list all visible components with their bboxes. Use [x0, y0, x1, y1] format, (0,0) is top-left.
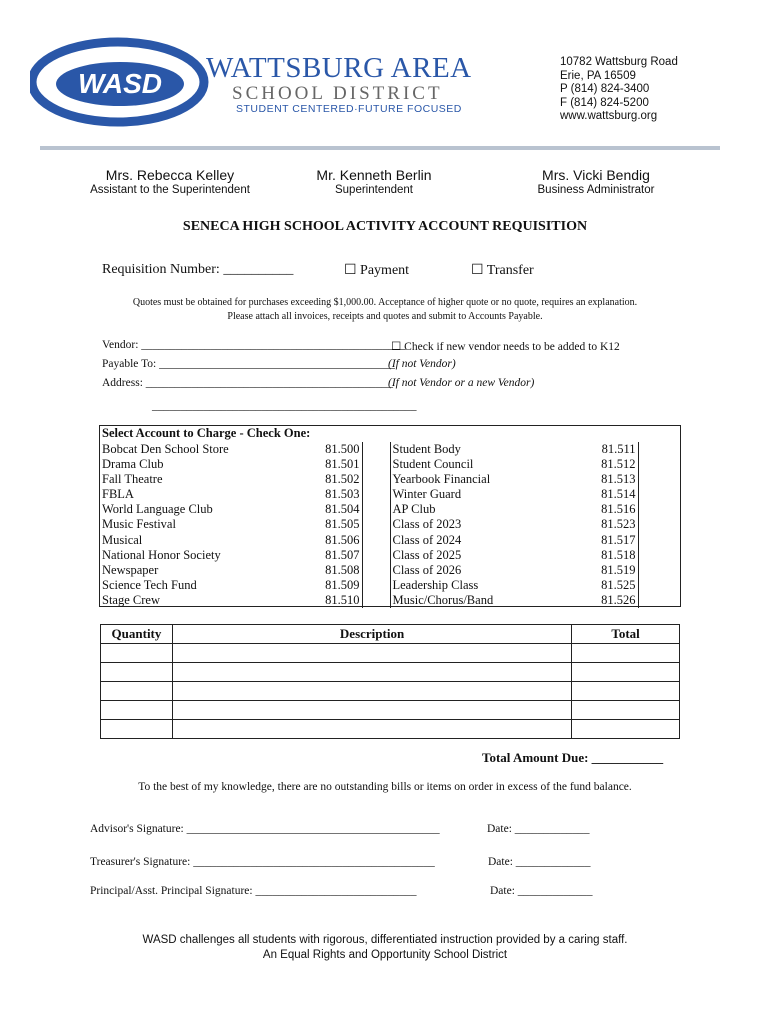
account-row — [100, 457, 680, 472]
staff-name: Mrs. Rebecca Kelley — [105, 167, 235, 183]
phone: P (814) 824-3400 — [560, 83, 650, 95]
quantity-cell[interactable] — [101, 701, 173, 720]
account-name: Yearbook Financial — [392, 472, 491, 487]
account-code: 81.526 — [601, 592, 636, 607]
account-checkbox[interactable] — [638, 563, 680, 578]
account-code: 81.517 — [601, 532, 636, 547]
account-checkbox[interactable] — [638, 578, 680, 593]
knowledge-statement: To the best of my knowledge, there are no outstanding bills or items on order in excess of the fund balance. — [138, 781, 632, 793]
transfer-checkbox[interactable]: ☐ Transfer — [471, 263, 534, 278]
account-code: 81.507 — [325, 547, 360, 562]
account-name: Drama Club — [102, 457, 164, 472]
principal-signature-field[interactable]: Principal/Asst. Principal Signature: ____________________________ — [90, 885, 417, 897]
vendor-field[interactable]: Vendor: ______________________________________________ — [102, 339, 406, 351]
account-code: 81.503 — [325, 487, 360, 502]
footer-equal-rights: An Equal Rights and Opportunity School District — [262, 949, 508, 961]
footer-mission: WASD challenges all students with rigorous, differentiated instruction provided by a caring staff. — [142, 934, 628, 946]
account-name: National Honor Society — [102, 547, 221, 562]
total-cell[interactable] — [572, 644, 680, 663]
account-code: 81.506 — [325, 532, 360, 547]
quantity-cell[interactable] — [101, 682, 173, 701]
account-name: World Language Club — [102, 502, 213, 517]
staff-title: Superintendent — [334, 184, 413, 196]
description-cell[interactable] — [172, 720, 571, 739]
account-name: Leadership Class — [392, 577, 479, 592]
account-code: 81.510 — [325, 592, 360, 607]
quantity-cell[interactable] — [101, 663, 173, 682]
payment-checkbox[interactable]: ☐ Payment — [344, 263, 410, 278]
address-line: Erie, PA 16509 — [560, 69, 636, 82]
quantity-header: Quantity — [101, 625, 173, 644]
account-name: Stage Crew — [102, 592, 160, 607]
account-checkbox[interactable] — [638, 472, 680, 487]
item-row — [101, 720, 680, 739]
account-name: Newspaper — [102, 562, 159, 577]
account-checkbox[interactable] — [638, 548, 680, 563]
account-name: Class of 2026 — [392, 562, 462, 577]
account-checkbox[interactable] — [638, 533, 680, 548]
account-code: 81.516 — [601, 502, 636, 517]
logo-wasd-text: WASD — [78, 68, 162, 99]
fax: F (814) 824-5200 — [560, 96, 649, 109]
treasurer-date-field[interactable]: Date: _____________ — [488, 856, 591, 868]
staff-title: Business Administrator — [537, 184, 655, 196]
total-cell[interactable] — [572, 682, 680, 701]
account-checkbox[interactable] — [362, 548, 390, 563]
account-code: 81.505 — [325, 517, 360, 532]
requisition-number-field[interactable]: Requisition Number: __________ — [102, 262, 294, 277]
account-checkbox[interactable] — [638, 502, 680, 517]
principal-date-field[interactable]: Date: _____________ — [490, 885, 593, 897]
description-cell[interactable] — [172, 644, 571, 663]
total-cell[interactable] — [572, 701, 680, 720]
total-header: Total — [572, 625, 680, 644]
advisor-date-field[interactable]: Date: _____________ — [487, 823, 590, 835]
account-code: 81.511 — [601, 442, 636, 456]
staff-title: Assistant to the Superintendent — [90, 184, 250, 196]
account-checkbox[interactable] — [638, 442, 680, 457]
description-cell[interactable] — [172, 663, 571, 682]
accounts-header: Select Account to Charge - Check One: — [102, 426, 311, 440]
account-code: 81.500 — [325, 442, 360, 456]
description-header: Description — [172, 625, 571, 644]
account-checkbox[interactable] — [362, 578, 390, 593]
account-code: 81.504 — [325, 502, 360, 517]
account-code: 81.513 — [601, 472, 636, 487]
payable-note: (If not Vendor) — [388, 358, 456, 370]
staff-berlin — [274, 167, 474, 196]
account-checkbox[interactable] — [362, 502, 390, 517]
account-row — [100, 533, 680, 548]
account-name: Music Festival — [102, 517, 176, 532]
staff-name: Mr. Kenneth Berlin — [316, 167, 432, 183]
item-row — [101, 663, 680, 682]
district-tagline: STUDENT CENTERED·FUTURE FOCUSED — [236, 103, 462, 115]
account-name: Music/Chorus/Band — [392, 592, 494, 607]
quantity-cell[interactable] — [101, 720, 173, 739]
attach-note: Please attach all invoices, receipts and quotes and submit to Accounts Payable. — [227, 311, 543, 322]
account-code: 81.502 — [325, 472, 360, 487]
address-line-2-field[interactable]: ______________________________________________ — [152, 400, 417, 412]
account-checkbox[interactable] — [362, 487, 390, 502]
header-divider — [40, 146, 720, 150]
account-name: Class of 2024 — [392, 532, 462, 547]
account-name: Fall Theatre — [102, 472, 163, 487]
address-line: 10782 Wattsburg Road — [560, 56, 678, 68]
total-cell[interactable] — [572, 720, 680, 739]
website-link[interactable]: www.wattsburg.org — [560, 110, 658, 122]
total-amount-due-field[interactable]: Total Amount Due: ___________ — [482, 750, 664, 765]
account-code: 81.518 — [601, 547, 636, 562]
account-row — [100, 517, 680, 532]
account-checkbox[interactable] — [638, 593, 680, 608]
account-code: 81.501 — [325, 457, 360, 472]
account-code: 81.512 — [601, 457, 636, 472]
account-name: Science Tech Fund — [102, 577, 197, 592]
account-checkbox[interactable] — [362, 533, 390, 548]
address-field[interactable]: Address: ___________________________________________ — [102, 377, 394, 389]
district-address — [560, 56, 678, 124]
description-cell[interactable] — [172, 701, 571, 720]
address-note: (If not Vendor or a new Vendor) — [388, 377, 535, 389]
account-row — [100, 563, 680, 578]
account-row — [100, 442, 680, 457]
advisor-signature-field[interactable]: Advisor's Signature: ____________________________________________ — [90, 823, 440, 835]
account-row — [100, 487, 680, 502]
account-name: Class of 2025 — [392, 547, 462, 562]
staff-kelley — [70, 167, 270, 196]
item-row — [101, 701, 680, 720]
account-checkbox[interactable] — [362, 457, 390, 472]
account-name: Class of 2023 — [392, 517, 462, 532]
account-name: Student Council — [392, 457, 474, 472]
account-name: Winter Guard — [392, 487, 462, 502]
description-cell[interactable] — [172, 682, 571, 701]
account-code: 81.525 — [601, 577, 636, 592]
account-row — [100, 548, 680, 563]
payable-to-field[interactable]: Payable To: _________________________________________ — [102, 358, 395, 370]
account-checkbox[interactable] — [362, 563, 390, 578]
accounts-table — [100, 442, 680, 608]
account-name: Musical — [102, 532, 143, 547]
district-name-1: WATTSBURG AREA — [206, 52, 472, 84]
items-table — [100, 624, 680, 739]
account-checkbox[interactable] — [638, 457, 680, 472]
account-row — [100, 578, 680, 593]
quote-note: Quotes must be obtained for purchases exceeding $1,000.00. Acceptance of higher quote or no quote, requires an explanation. — [132, 297, 638, 308]
account-row — [100, 502, 680, 517]
account-row — [100, 472, 680, 487]
account-checkbox[interactable] — [362, 593, 390, 608]
items-header-row — [101, 625, 680, 644]
total-cell[interactable] — [572, 663, 680, 682]
staff-bendig — [496, 167, 696, 196]
account-checkbox[interactable] — [638, 487, 680, 502]
account-code: 81.514 — [601, 487, 636, 502]
account-checkbox[interactable] — [362, 442, 390, 457]
treasurer-signature-field[interactable]: Treasurer's Signature: __________________________________________ — [90, 856, 435, 868]
account-row — [100, 593, 680, 608]
item-row — [101, 644, 680, 663]
account-code: 81.508 — [325, 562, 360, 577]
staff-name: Mrs. Vicki Bendig — [542, 167, 650, 183]
account-code: 81.523 — [601, 517, 636, 532]
account-checkbox[interactable] — [638, 517, 680, 532]
account-code: 81.519 — [601, 562, 636, 577]
account-name: FBLA — [102, 487, 134, 502]
account-name: Bobcat Den School Store — [102, 442, 229, 456]
account-name: Student Body — [392, 442, 461, 456]
district-name-2: SCHOOL DISTRICT — [232, 83, 443, 104]
account-checkbox[interactable] — [362, 517, 390, 532]
item-row — [101, 682, 680, 701]
account-code: 81.509 — [325, 577, 360, 592]
account-name: AP Club — [392, 502, 436, 517]
new-vendor-checkbox[interactable]: ☐ Check if new vendor needs to be added to K12 — [391, 341, 620, 353]
form-title: SENECA HIGH SCHOOL ACTIVITY ACCOUNT REQUISITION — [182, 219, 588, 234]
quantity-cell[interactable] — [101, 644, 173, 663]
account-checkbox[interactable] — [362, 472, 390, 487]
